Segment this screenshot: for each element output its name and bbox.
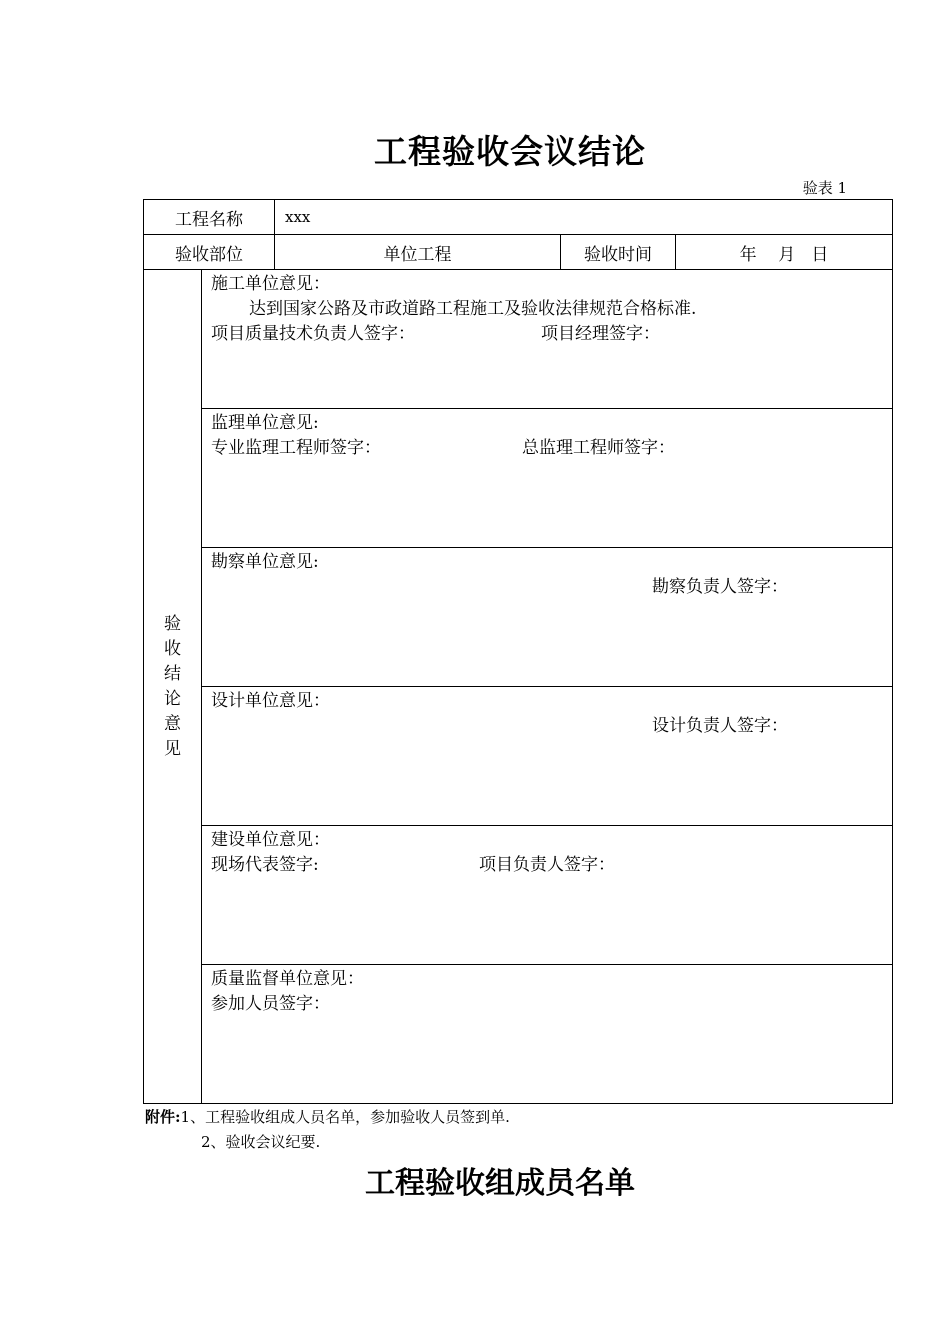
member-list-title: 工程验收组成员名单 xyxy=(365,1166,635,1201)
design-opinion-title: 设计单位意见： xyxy=(211,691,330,711)
side-char: 结 xyxy=(164,663,181,684)
supervision-opinion-title: 监理单位意见: xyxy=(211,413,319,433)
site-representative-sign: 现场代表签字: xyxy=(211,855,319,875)
owner-opinion-title: 建设单位意见： xyxy=(211,830,330,850)
acceptance-part-value[interactable]: 单位工程 xyxy=(275,235,561,270)
project-name-label: 工程名称 xyxy=(144,200,275,235)
design-lead-sign: 设计负责人签字： xyxy=(652,716,788,736)
side-char: 验 xyxy=(164,613,181,634)
side-char: 意 xyxy=(164,713,181,734)
attachment-item-1: 1、工程验收组成人员名单，参加验收人员签到单. xyxy=(180,1108,510,1126)
acceptance-time-value[interactable]: 年 月 日 xyxy=(676,235,893,270)
construction-opinion-cell[interactable] xyxy=(202,270,893,409)
side-char: 论 xyxy=(164,688,181,709)
acceptance-form xyxy=(143,199,893,1104)
acceptance-part-label: 验收部位 xyxy=(144,235,275,270)
participants-sign: 参加人员签字： xyxy=(211,994,330,1014)
construction-quality-sign: 项目质量技术负责人签字： xyxy=(211,324,415,344)
construction-manager-sign: 项目经理签字： xyxy=(541,324,660,344)
supervision-opinion-cell[interactable] xyxy=(202,409,893,548)
construction-opinion-text: 达到国家公路及市政道路工程施工及验收法律规范合格标准. xyxy=(249,299,697,319)
attachment-item-2: 2、验收会议纪要. xyxy=(201,1133,321,1151)
quality-opinion-title: 质量监督单位意见： xyxy=(211,969,364,989)
form-number: 验表 1 xyxy=(802,179,847,197)
design-opinion-cell[interactable] xyxy=(202,687,893,826)
page-title: 工程验收会议结论 xyxy=(374,132,646,171)
attachment-label: 附件: xyxy=(145,1108,181,1126)
side-char: 收 xyxy=(164,638,181,659)
survey-opinion-cell[interactable] xyxy=(202,548,893,687)
survey-opinion-title: 勘察单位意见: xyxy=(211,552,319,572)
side-char: 见 xyxy=(164,738,181,759)
owner-opinion-cell[interactable] xyxy=(202,826,893,965)
attachment-line-1 xyxy=(145,1106,510,1127)
chief-supervisor-sign: 总监理工程师签字： xyxy=(522,438,675,458)
project-name-value[interactable]: xxx xyxy=(275,200,893,235)
owner-project-lead-sign: 项目负责人签字： xyxy=(479,855,615,875)
supervision-engineer-sign: 专业监理工程师签字： xyxy=(211,438,381,458)
quality-opinion-cell[interactable] xyxy=(202,965,893,1104)
survey-lead-sign: 勘察负责人签字： xyxy=(652,577,788,597)
acceptance-conclusion-label xyxy=(144,270,202,1104)
construction-opinion-title: 施工单位意见： xyxy=(211,274,330,294)
acceptance-time-label: 验收时间 xyxy=(561,235,676,270)
